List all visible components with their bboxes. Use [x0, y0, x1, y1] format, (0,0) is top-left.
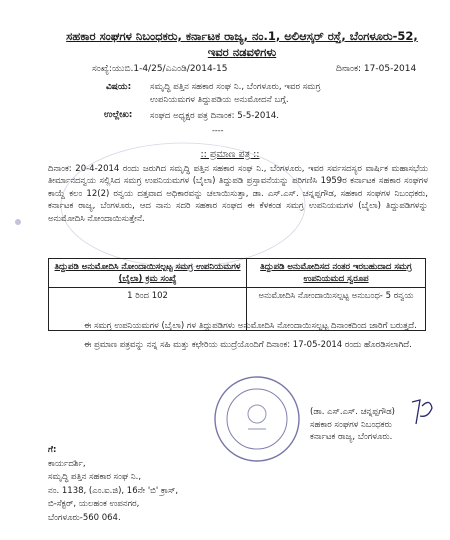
signatory-title: ಸಹಕಾರ ಸಂಘಗಳ ನಿಬಂಧಕರು	[310, 419, 392, 430]
table-cell-right: ಅನುಮೋದಿಸಿ ನೋಂದಾಯಿಸಲ್ಪಟ್ಟ ಅನುಬಂಧ- 5 ರನ್ವಯ	[247, 288, 426, 331]
certificate-body: ದಿನಾಂಕ: 20-4-2014 ರಂದು ಜರುಗಿದ ಸಮೃದ್ಧಿ ಪತ್ತಿನ ಸಹಕಾರ ಸಂಘ ನಿ., ಬೆಂಗಳೂರು, ಇವರ ಸರ್ವಸದಸ್ಯರ ವಾರ್ಷಿಕ ಮಹಾಸಭೆಯ ತೀರ್ಮಾನದನ್ವಯ ಸಲ್ಲಿಸಿದ ಸಮಗ್ರ ಉಪನಿಯಮಗಳ (ಬೈಲಾ) ತಿದ್ದುಪಡಿ ಪ್ರಸ್ತಾವನೆಯನ್ನು ಪರಿಗಣಿಸಿ 1959ರ ಕರ್ನಾಟಕ ಸಹಕಾರ ಸಂಘಗಳ ಕಾಯ್ದೆ ಕಲಂ 12(2) ರನ್ವಯ ದತ್ತವಾದ ಅಧಿಕಾರವನ್ನು ಚಲಾಯಿಸುತ್ತಾ, ಡಾ. ಎಸ್.ಎಸ್. ಚನ್ನಪ್ಪಗೌಡ, ಸಹಕಾರ ಸಂಘಗಳ ನಿಬಂಧಕರು, ಕರ್ನಾಟಕ ರಾಜ್ಯ, ಬೆಂಗಳೂರು, ಆದ ನಾನು ಸದರಿ ಸಹಕಾರ ಸಂಘದ ಈ ಕೆಳಕಂಡ ಸಮಗ್ರ ಉಪನಿಯಮಗಳ (ಬೈಲಾ) ತಿದ್ದುಪಡಿಗಳನ್ನು ಅನುಮೋದಿಸಿ ನೋಂದಾಯಿಸುತ್ತೇನೆ.	[48, 164, 428, 224]
recipient-line: ಸಮೃದ್ಧಿ ಪತ್ತಿನ ಸಹಕಾರ ಸಂಘ ನಿ.,	[48, 472, 142, 482]
document-header	[52, 28, 432, 60]
office-seal-stamp	[212, 374, 302, 464]
reference-note-label: ಉಲ್ಲೇಖ:	[104, 110, 133, 120]
recipient-block	[48, 444, 178, 525]
signature-block	[310, 406, 440, 444]
subject-line-1: ಸಮೃದ್ಧಿ ಪತ್ತಿನ ಸಹಕಾರ ಸಂಘ ನಿ., ಬೆಂಗಳೂರು, ಇವರ ಸಮಗ್ರ	[150, 82, 321, 92]
separator: ----	[212, 126, 224, 135]
recipient-label: ಗೆ:	[48, 445, 57, 455]
reference-date: ದಿನಾಂಕ: 17-05-2014	[336, 64, 417, 74]
closing-line-1: ಈ ಸಮಗ್ರ ಉಪನಿಯಮಗಳ (ಬೈಲಾ) ಗಳ ತಿದ್ದುಪಡಿಗಳು ಅನುಮೋದಿಸಿ ನೋಂದಾಯಿಸಲ್ಪಟ್ಟ ದಿನಾಂಕದಿಂದ ಜಾರಿಗೆ ಬರುತ್ತದೆ.	[84, 321, 417, 331]
recipient-line: ಕಾರ್ಯದರ್ಶಿ,	[48, 458, 86, 469]
signatory-name: (ಡಾ. ಎಸ್.ಎಸ್. ಚನ್ನಪ್ಪಗೌಡ)	[310, 407, 395, 417]
table-header-row	[49, 259, 426, 288]
signatory-org: ಕರ್ನಾಟಕ ರಾಜ್ಯ, ಬೆಂಗಳೂರು.	[310, 432, 393, 442]
reference-number: ಸಂಖ್ಯೆ:ಯುಬಿ.1-4/25/ಎಎಂಡಿ/2014-15	[92, 64, 228, 74]
reference-note-text: ಸಂಘದ ಅಧ್ಯಕ್ಷರ ಪತ್ರ ದಿನಾಂಕ: 5-5-2014.	[150, 111, 280, 121]
header-line-1: ಸಹಕಾರ ಸಂಘಗಳ ನಿಬಂಧಕರು, ಕರ್ನಾಟಕ ರಾಜ್ಯ, ನಂ.1, ಅಲಿಆಸ್ಕರ್ ರಸ್ತೆ, ಬೆಂಗಳೂರು-52,	[66, 29, 418, 43]
closing-paragraph	[48, 320, 428, 352]
certificate-title: :: ಪ್ರಮಾಣ ಪತ್ರ ::	[200, 149, 260, 160]
subject-line-2: ಉಪನಿಯಮಗಳ ತಿದ್ದುಪಡಿಯ ಅನುಮೋದನೆ ಬಗ್ಗೆ.	[150, 95, 289, 105]
recipient-line: ಬೆಂಗಳೂರು-560 064.	[48, 512, 121, 523]
header-line-2: ಇವರ ನಡವಳಿಗಳು	[207, 45, 277, 59]
closing-line-2: ಈ ಪ್ರಮಾಣ ಪತ್ರವನ್ನು ನನ್ನ ಸಹಿ ಮತ್ತು ಕಛೇರಿಯ ಮುದ್ರೆಯೊಂದಿಗೆ ದಿನಾಂಕ: 17-05-2014 ರಂದು ಹೊರಡಿಸಲಾಗಿದೆ.	[84, 340, 412, 350]
recipient-line: ಬಿ-ಸೆಕ್ಟರ್, ಯಲಹಂಕ ಉಪನಗರ,	[48, 499, 140, 509]
table-cell-left: 1 ರಿಂದ 102	[49, 288, 247, 331]
table-header-right: ತಿದ್ದುಪಡಿ ಅನುಮೋದಿಸದ ನಂತರ ಇರಬಹುದಾದ ಸಮಗ್ರ ಉಪನಿಯಮದ ಸ್ವರೂಪ	[247, 259, 426, 288]
table-header-left: ತಿದ್ದುಪಡಿ ಅನುಮೋದಿಸಿ ನೋಂದಾಯಿಸಲ್ಪಟ್ಟ ಸಮಗ್ರ ಉಪನಿಯಮಗಳ (ಬೈಲಾ) ಕ್ರಮ ಸಂಖ್ಯೆ	[49, 259, 247, 288]
recipient-line: ನಂ. 1138, (ಎಂ.ಐ.ಜಿ), 16ನೇ 'ಬಿ' ಕ್ರಾಸ್,	[48, 485, 179, 496]
subject-label: ವಿಷಯ:	[106, 82, 132, 92]
